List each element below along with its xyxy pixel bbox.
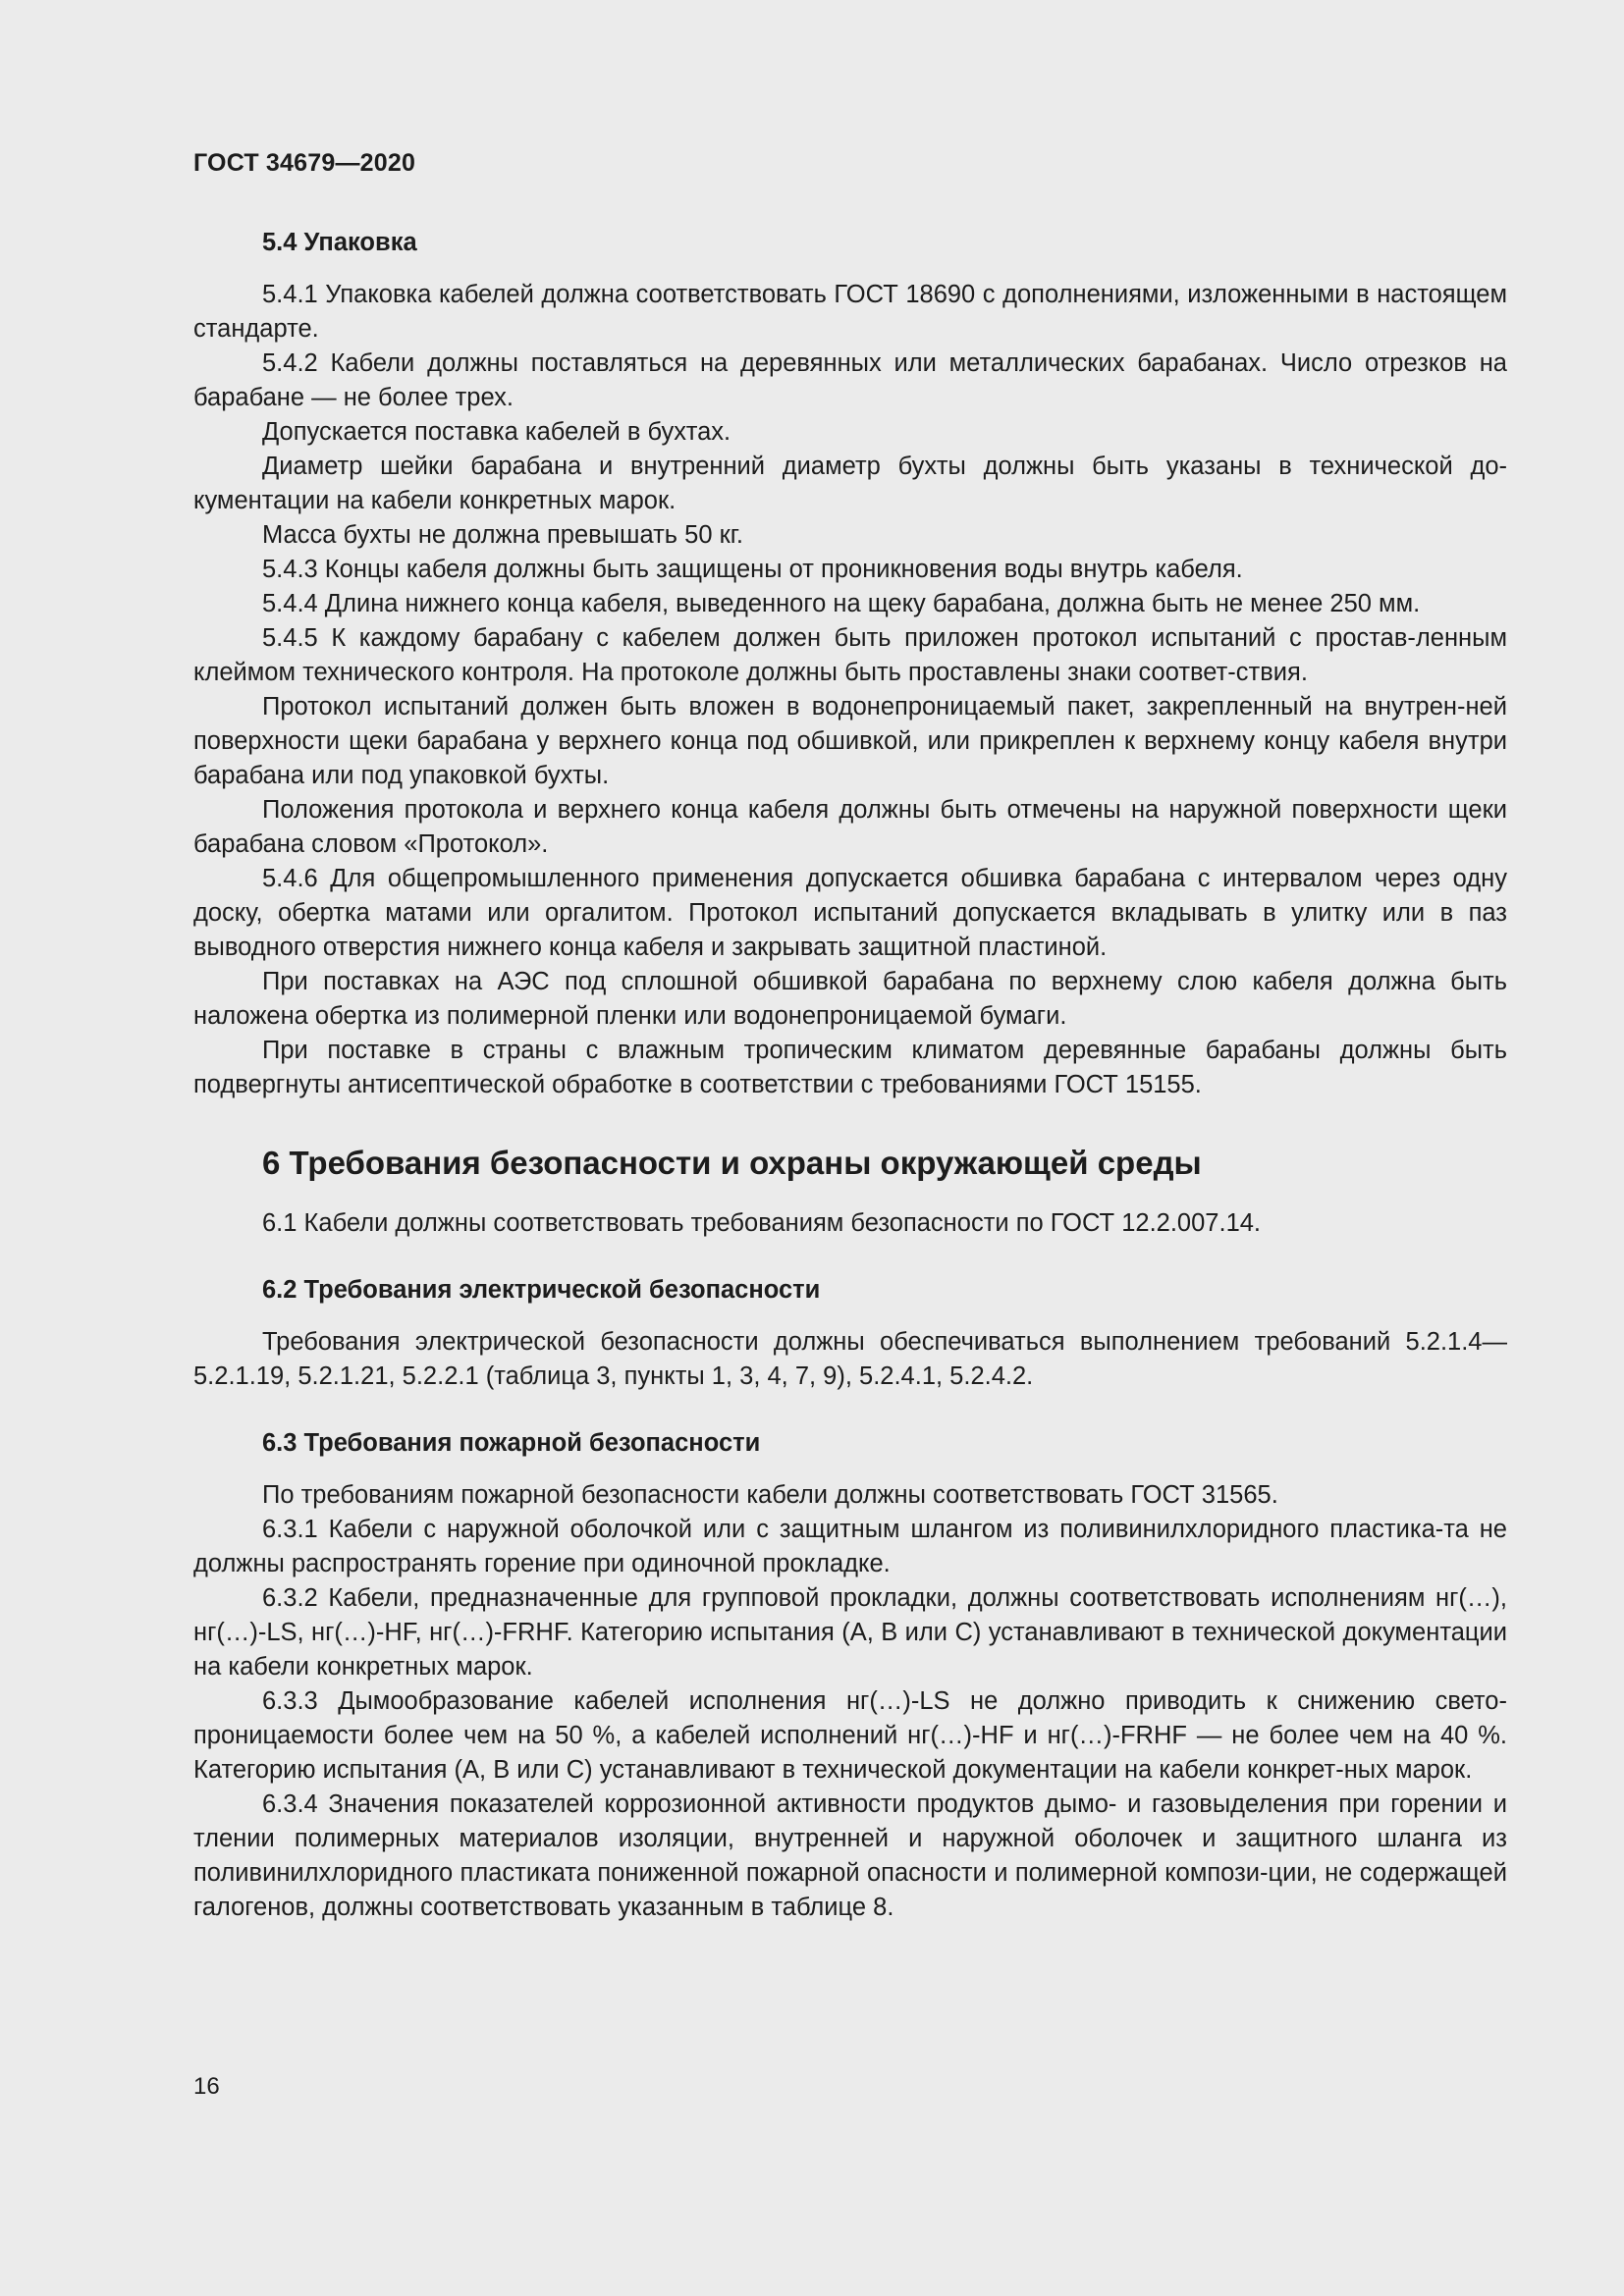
paragraph: Протокол испытаний должен быть вложен в водонепроницаемый пакет, закрепленный на внутрен-ней поверхности щеки барабана у верхнего конца под обшивкой, или прикреплен к верхнему концу кабеля внутри барабана или под упаковкой бухты.: [193, 693, 1507, 789]
paragraph: Диаметр шейки барабана и внутренний диаметр бухты должны быть указаны в технической до-кументации на кабели конкретных марок.: [193, 453, 1507, 514]
section-6-3-title: 6.3 Требования пожарной безопасности: [262, 1429, 761, 1457]
paragraph: Масса бухты не должна превышать 50 кг.: [262, 521, 744, 549]
document-header: ГОСТ 34679—2020: [193, 149, 416, 177]
paragraph: 5.4.6 Для общепромышленного применения допускается обшивка барабана с интервалом через одну доску, обертка матами или оргалитом. Протокол испытаний допускается вкладывать в улитку или в паз выводного отверстия нижнего конца кабеля и закрывать защитной пластиной.: [193, 865, 1507, 961]
paragraph: 6.1 Кабели должны соответствовать требованиям безопасности по ГОСТ 12.2.007.14.: [262, 1209, 1262, 1237]
paragraph: По требованиям пожарной безопасности кабели должны соответствовать ГОСТ 31565.: [262, 1481, 1278, 1509]
paragraph: 5.4.2 Кабели должны поставляться на деревянных или металлических барабанах. Число отрезков на барабане — не более трех.: [193, 349, 1507, 411]
paragraph: 6.3.1 Кабели с наружной оболочкой или с защитным шлангом из поливинилхлоридного пластика-та не должны распространять горение при одиночной прокладке.: [193, 1516, 1507, 1577]
paragraph: 6.3.2 Кабели, предназначенные для групповой прокладки, должны соответствовать исполнениям нг(…), нг(…)-LS, нг(…)-HF, нг(…)-FRHF. Категорию испытания (А, В или С) устанавливают в технической документации на кабели конкретных марок.: [193, 1584, 1507, 1681]
paragraph: Требования электрической безопасности должны обеспечиваться выполнением требований 5.2.1.4—5.2.1.19, 5.2.1.21, 5.2.2.1 (таблица 3, пункты 1, 3, 4, 7, 9), 5.2.4.1, 5.2.4.2.: [193, 1328, 1507, 1390]
paragraph: При поставке в страны с влажным тропическим климатом деревянные барабаны должны быть подвергнуты антисептической обработке в соответствии с требованиями ГОСТ 15155.: [193, 1037, 1507, 1098]
document-body: [193, 226, 1507, 1925]
page-number: 16: [193, 2073, 220, 2100]
paragraph: 5.4.1 Упаковка кабелей должна соответствовать ГОСТ 18690 с дополнениями, изложенными в настоящем стандарте.: [193, 281, 1507, 343]
paragraph: Положения протокола и верхнего конца кабеля должны быть отмечены на наружной поверхности щеки барабана словом «Протокол».: [193, 796, 1507, 858]
section-6-2-title: 6.2 Требования электрической безопасности: [262, 1276, 821, 1304]
paragraph: 6.3.4 Значения показателей коррозионной активности продуктов дымо- и газовыделения при горении и тлении полимерных материалов изоляции, внутренней и наружной оболочек и защитного шланга из поливинилхлоридного пластиката пониженной пожарной опасности и полимерной компози-ции, не содержащей галогенов, должны соответствовать указанным в таблице 8.: [193, 1790, 1507, 1921]
paragraph: 5.4.4 Длина нижнего конца кабеля, выведенного на щеку барабана, должна быть не менее 250 мм.: [262, 590, 1421, 617]
paragraph: 5.4.5 К каждому барабану с кабелем должен быть приложен протокол испытаний с простав-ленным клеймом технического контроля. На протоколе должны быть проставлены знаки соответ-ствия.: [193, 624, 1507, 686]
paragraph: При поставках на АЭС под сплошной обшивкой барабана по верхнему слою кабеля должна быть наложена обертка из полимерной пленки или водонепроницаемой бумаги.: [193, 968, 1507, 1030]
paragraph: 5.4.3 Концы кабеля должны быть защищены от проникновения воды внутрь кабеля.: [262, 556, 1243, 583]
paragraph: 6.3.3 Дымообразование кабелей исполнения нг(…)-LS не должно приводить к снижению свето-проницаемости более чем на 50 %, а кабелей исполнений нг(…)-HF и нг(…)-FRHF — не более чем на 40 %. Категорию испытания (А, В или С) устанавливают в технической документации на кабели конкрет-ных марок.: [193, 1687, 1507, 1784]
paragraph: Допускается поставка кабелей в бухтах.: [262, 418, 731, 446]
section-6-title: 6 Требования безопасности и охраны окружающей среды: [262, 1145, 1202, 1181]
section-5-4-title: 5.4 Упаковка: [262, 229, 417, 256]
